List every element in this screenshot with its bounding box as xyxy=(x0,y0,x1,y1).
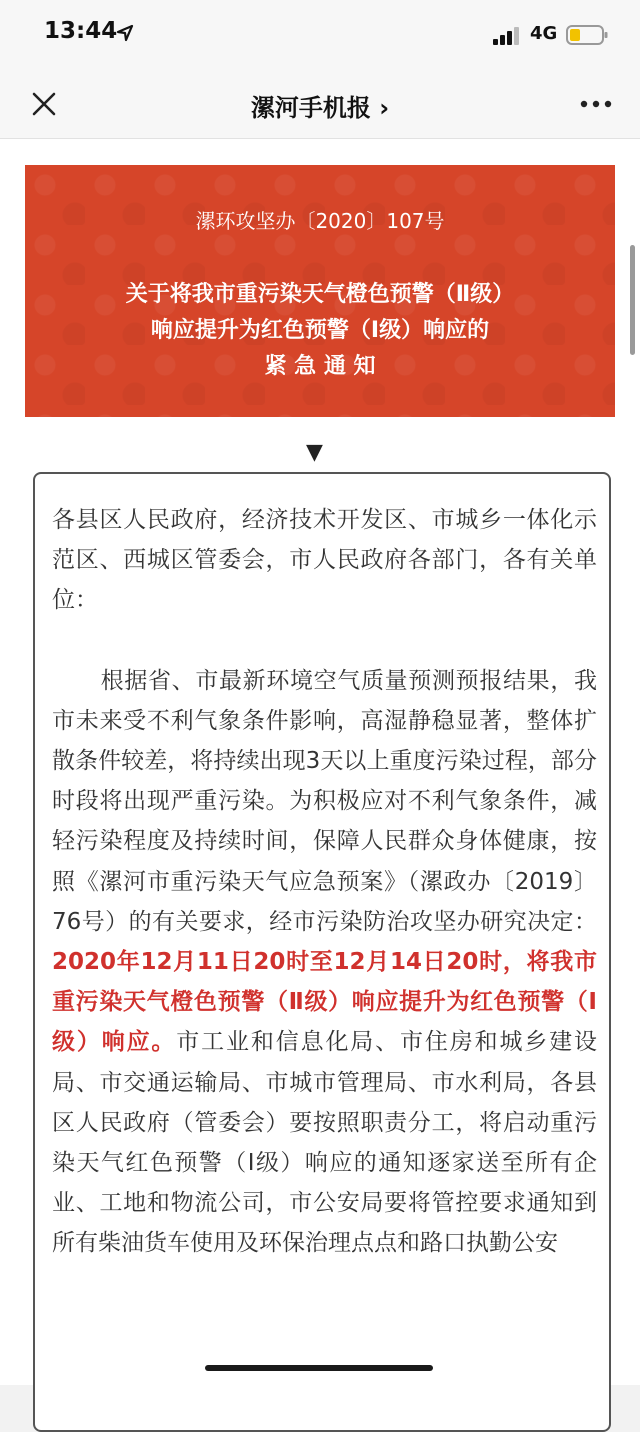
document-number: 漯环攻坚办〔2020〕107号 xyxy=(195,209,445,233)
close-icon[interactable] xyxy=(28,88,60,120)
notice-title-line: 关于将我市重污染天气橙色预警（Ⅱ级） xyxy=(125,282,515,307)
home-indicator[interactable] xyxy=(205,1365,433,1371)
highlighted-decision: 2020年12月11日20时至12月14日20时，将我市重污染天气橙色预警（Ⅱ级）响应提升为红色预警（Ⅰ级）响应。 xyxy=(52,949,597,1056)
down-arrow-icon: ▼ xyxy=(306,440,323,465)
signal-icon xyxy=(493,27,521,45)
salutation: 各县区人民政府，经济技术开发区、市城乡一体化示范区、西城区管委会，市人民政府各部门，各有关单位： xyxy=(52,507,597,614)
notice-body xyxy=(52,500,597,1264)
more-icon[interactable] xyxy=(576,94,616,114)
notice-title xyxy=(25,277,615,385)
battery-icon xyxy=(566,25,608,45)
network-label: 4G xyxy=(530,23,558,44)
nav-bar xyxy=(0,68,640,139)
header-banner xyxy=(25,165,615,417)
notice-title-line: 响应提升为红色预警（Ⅰ级）响应的 xyxy=(150,318,490,343)
status-time: 13:44 xyxy=(44,18,118,44)
notice-title-line: 紧 急 通 知 xyxy=(264,354,376,379)
account-title[interactable]: 漯河手机报 › xyxy=(250,94,390,122)
location-arrow-icon xyxy=(116,24,134,42)
notice-paragraph xyxy=(52,661,597,1264)
status-bar xyxy=(0,0,640,68)
scrollbar[interactable] xyxy=(630,245,635,355)
body-text-after: 市工业和信息化局、市住房和城乡建设局、市交通运输局、市城市管理局、市水利局，各县区人民政府（管委会）要按照职责分工，将启动重污染天气红色预警（Ⅰ级）响应的通知逐家送至所有企业、工地和物流公司，市公安局要将管控要求通知到所有柴油货车使用及环保治理点点和路口执勤公安 xyxy=(52,1029,598,1257)
body-text-before: 根据省、市最新环境空气质量预测预报结果，我市未来受不利气象条件影响，高湿静稳显著，整体扩散条件较差，将持续出现3天以上重度污染过程，部分时段将出现严重污染。为积极应对不利气象条件，减轻污染程度及持续时间，保障人民群众身体健康，按照《漯河市重污染天气应急预案》（漯政办〔2019〕76号）的有关要求，经市污染防治攻坚办研究决定： xyxy=(52,667,597,935)
